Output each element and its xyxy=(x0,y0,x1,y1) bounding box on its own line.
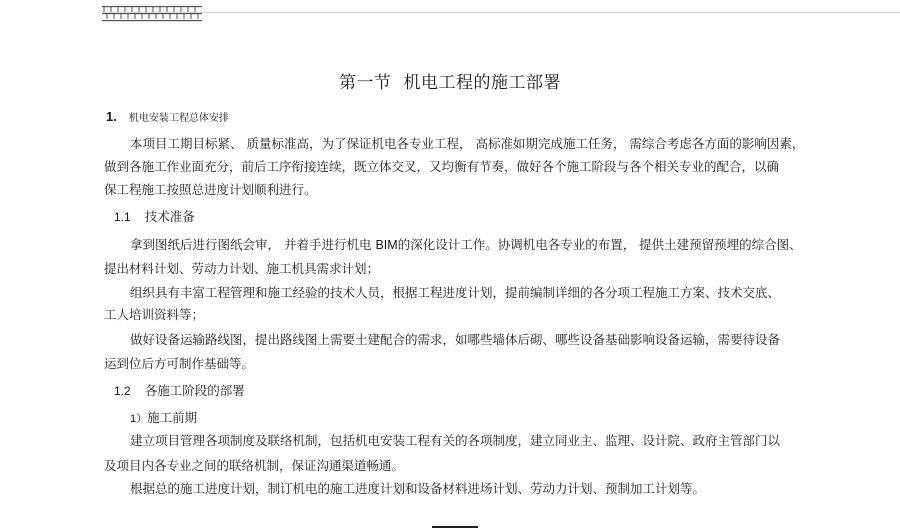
para6-line1: 根据总的施工进度计划，制订机电的施工进度计划和设备材料进场计划、劳动力计划、预制加工计划等。 xyxy=(130,481,706,496)
title-section-label: 第一节 xyxy=(339,73,392,93)
para1-line3: 保工程施工按照总进度计划顺利进行。 xyxy=(104,182,317,197)
page-title xyxy=(0,68,900,93)
item-1-number: 1） xyxy=(130,413,148,425)
para1-line1: 本项目工期目标紧、 质量标准高，为了保证机电各专业工程， 高标准如期完成施工任务， 需综合考虑各方面的影响因素， xyxy=(130,136,805,151)
para5-line2: 及项目内各专业之间的联络机制，保证沟通渠道畅通。 xyxy=(104,458,405,473)
para1-line2: 做到各施工作业面充分，前后工序衔接连续，既立体交叉，又均衡有节奏，做好各个施工阶段与各个相关专业的配合，以确 xyxy=(104,159,780,174)
subsection-1-1-heading xyxy=(114,209,195,225)
item-1-heading xyxy=(130,410,197,427)
header-rule xyxy=(102,12,900,13)
bim-term: BIM xyxy=(375,238,398,252)
section-1-title: 机电安装工程总体安排 xyxy=(128,113,229,124)
para3-line2: 工人培训资料等； xyxy=(104,307,205,322)
page-footer-mark xyxy=(432,526,478,528)
dotted-header-pattern-icon xyxy=(102,4,202,22)
title-text: 机电工程的施工部署 xyxy=(403,73,561,93)
section-1-number: 1. xyxy=(106,109,117,124)
para2-line2: 提出材料计划、劳动力计划、施工机具需求计划； xyxy=(104,261,380,276)
para3-line1: 组织具有丰富工程管理和施工经验的技术人员，根据工程进度计划，提前编制详细的各分项工程施工方案、技术交底、 xyxy=(130,285,781,300)
para4-line1: 做好设备运输路线图，提出路线图上需要土建配合的需求，如哪些墙体后砌、哪些设备基础影响设备运输，需要待设备 xyxy=(130,332,781,347)
section-1-heading xyxy=(106,109,229,127)
subsection-1-2-title: 各施工阶段的部署 xyxy=(144,383,245,398)
subsection-1-2-number: 1.2 xyxy=(114,384,131,398)
para2-line1-end: 的深化设计工作。协调机电各专业的布置， 提供土建预留预埋的综合图、 xyxy=(397,237,802,252)
para5-line1: 建立项目管理各项制度及联络机制，包括机电安装工程有关的各项制度，建立同业主、监理、设计院、政府主管部门以 xyxy=(130,433,781,448)
para2-line1-start: 拿到图纸后进行图纸会审， 并着手进行机电 xyxy=(130,237,376,252)
item-1-title: 施工前期 xyxy=(147,410,198,425)
para4-line2: 运到位后方可制作基础等。 xyxy=(104,356,255,371)
subsection-1-1-number: 1.1 xyxy=(114,210,131,224)
subsection-1-1-title: 技术准备 xyxy=(144,209,195,224)
subsection-1-2-heading xyxy=(114,383,245,399)
para2-line1 xyxy=(130,237,802,253)
